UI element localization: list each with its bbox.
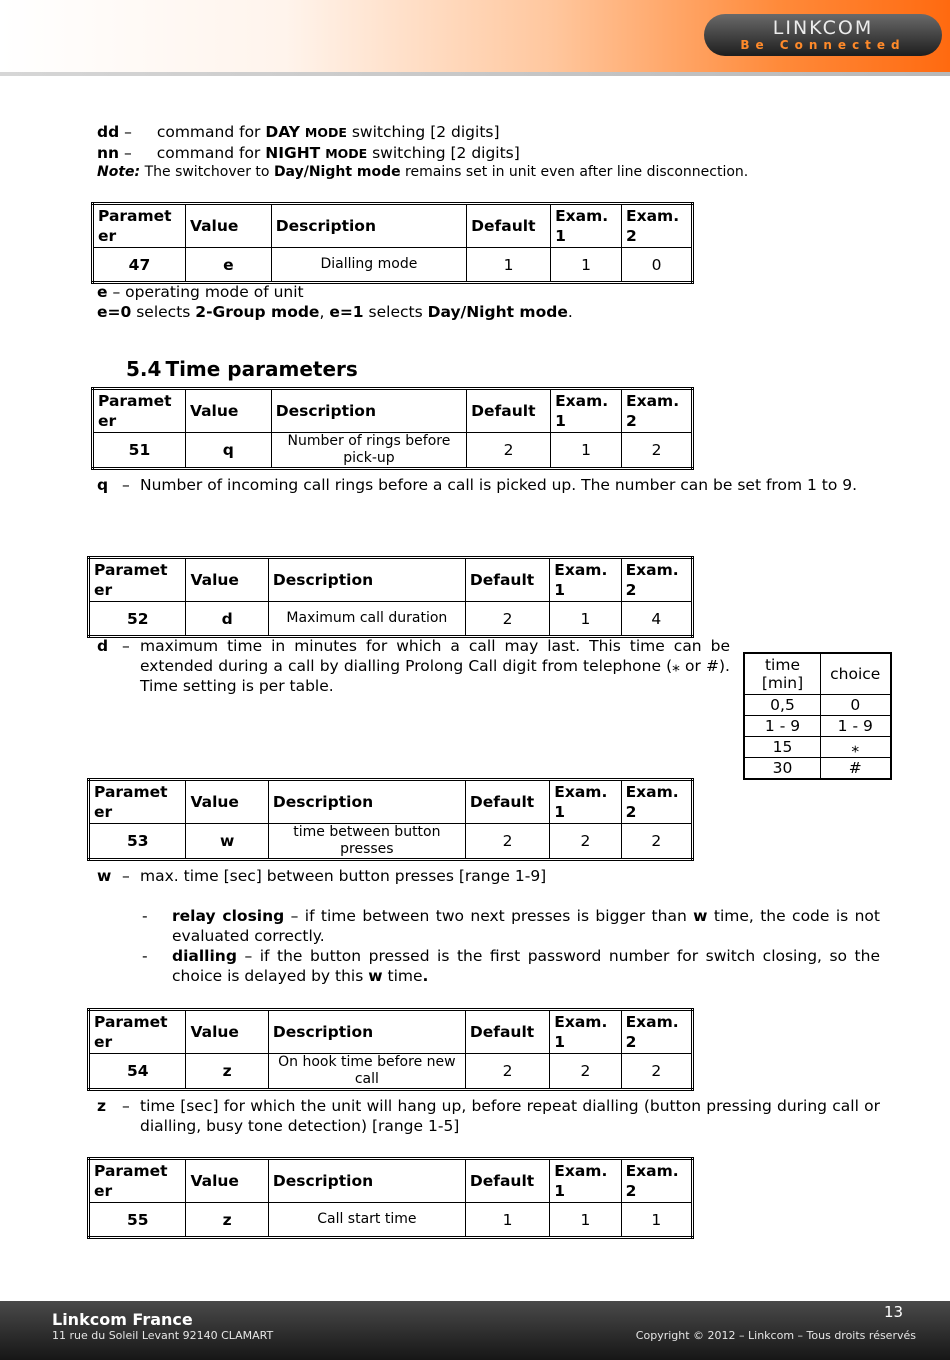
cell-param: 54: [89, 1054, 186, 1090]
dd-text-post: switching [2 digits]: [346, 123, 500, 141]
header-parameter: Paramet er: [89, 1010, 186, 1054]
param51-text: Number of incoming call rings before a call is picked up. The number can be set from 1 to 9.: [140, 476, 858, 494]
cell-description: Dialling mode: [271, 248, 466, 283]
page-number: 13: [884, 1303, 904, 1321]
dd-text-pre: command for: [156, 123, 266, 141]
table-row: [89, 602, 693, 637]
table-row: [93, 433, 693, 469]
header-default: Default: [465, 1010, 549, 1054]
time-choice-table: [743, 652, 892, 780]
cell-value: w: [186, 824, 268, 860]
header-exam2: Exam. 2: [622, 204, 693, 248]
cell-description: time between button presses: [268, 824, 465, 860]
param52-key: d: [97, 637, 109, 655]
header-parameter: Paramet er: [93, 389, 186, 433]
param-table-51: [91, 387, 694, 470]
header-default: Default: [465, 1159, 549, 1203]
cell-description: Maximum call duration: [268, 602, 465, 637]
header-description: Description: [268, 1010, 465, 1054]
cell-param: 55: [89, 1203, 186, 1238]
cell-description: Call start time: [268, 1203, 465, 1238]
bullet1-mark: -: [142, 907, 148, 925]
page-footer: [0, 1301, 950, 1360]
cell-description: On hook time before new call: [268, 1054, 465, 1090]
cell-description: Number of rings before pick-up: [271, 433, 466, 469]
nn-dash: –: [124, 144, 132, 162]
header-description: Description: [268, 780, 465, 824]
cell-value: d: [186, 602, 268, 637]
footer-company: Linkcom France: [52, 1310, 193, 1329]
header-exam2: Exam. 2: [621, 780, 692, 824]
header-parameter: Paramet er: [89, 780, 186, 824]
param52-text: maximum time in minutes for which a call may last. This time can be extended during a call by dialling Prolong Call digit from telephone (⁎ or #). Time setting is per table.: [140, 637, 730, 695]
header-default: Default: [467, 389, 551, 433]
header-exam1: Exam. 1: [551, 204, 622, 248]
header-parameter: Paramet er: [93, 204, 186, 248]
header-value: Value: [185, 389, 271, 433]
cell-exam2: 2: [621, 824, 692, 860]
dd-line: [97, 122, 500, 143]
param47-note1: e – operating mode of unit: [97, 283, 304, 301]
dd-key: dd: [97, 123, 120, 141]
header-exam1: Exam. 1: [550, 780, 621, 824]
param54-dash: –: [122, 1097, 130, 1115]
table-row: 30 #: [744, 758, 891, 780]
table-row: [89, 1054, 693, 1090]
cell-value: z: [186, 1054, 268, 1090]
section-number: 5.4: [126, 357, 162, 381]
cell-default: 1: [465, 1203, 549, 1238]
nn-key: nn: [97, 144, 120, 162]
header-value: Value: [186, 780, 268, 824]
dd-dash: –: [124, 123, 132, 141]
dd-mode-word: DAY: [265, 123, 300, 141]
table-row: [89, 824, 693, 860]
param51-dash: –: [122, 476, 130, 494]
logo-text: LINKCOM: [772, 17, 874, 39]
cell-default: 2: [465, 602, 549, 637]
param-table-53: [87, 778, 694, 861]
section-heading: [126, 357, 358, 381]
header-parameter: Paramet er: [89, 1159, 186, 1203]
cell-exam1: 1: [551, 248, 622, 283]
cell-param: 51: [93, 433, 186, 469]
cell-exam2: 0: [622, 248, 693, 283]
param-table-52: [87, 556, 694, 638]
choice-header: choice: [821, 653, 891, 695]
cell-exam2: 2: [622, 433, 693, 469]
param47-note2: e=0 selects 2-Group mode, e=1 selects Day/Night mode.: [97, 303, 573, 321]
cell-default: 2: [465, 1054, 549, 1090]
param-table-47: [91, 202, 694, 284]
header-value: Value: [186, 558, 268, 602]
header-description: Description: [268, 558, 465, 602]
header-exam2: Exam. 2: [621, 558, 692, 602]
cell-exam2: 1: [621, 1203, 692, 1238]
header-divider: [0, 72, 950, 76]
bullet2-text: dialling – if the button pressed is the first password number for switch closing, so the choice is delayed by this w time.: [172, 947, 880, 985]
param51-key: q: [97, 476, 109, 494]
nn-mode-word: NIGHT: [265, 144, 321, 162]
header-default: Default: [465, 780, 549, 824]
param-table-54: [87, 1008, 694, 1091]
time-header: time [min]: [744, 653, 821, 695]
cell-exam2: 2: [621, 1054, 692, 1090]
linkcom-logo: [704, 14, 942, 56]
bullet1-text: relay closing – if time between two next presses is bigger than w time, the code is not evaluated correctly.: [172, 907, 880, 945]
note-label: Note:: [97, 164, 141, 180]
dd-mode-sc: MODE: [304, 125, 347, 140]
cell-param: 52: [89, 602, 186, 637]
cell-default: 2: [467, 433, 551, 469]
header-default: Default: [467, 204, 551, 248]
note-line: [97, 162, 748, 182]
nn-text-pre: command for: [156, 144, 266, 162]
cell-param: 53: [89, 824, 186, 860]
cell-default: 2: [465, 824, 549, 860]
table-row: [93, 248, 693, 283]
table-row: 0,5 0: [744, 695, 891, 716]
footer-address: 11 rue du Soleil Levant 92140 CLAMART: [52, 1329, 274, 1342]
header-exam2: Exam. 2: [622, 389, 693, 433]
header-value: Value: [186, 1010, 268, 1054]
note-bold: Day/Night mode: [273, 164, 401, 180]
nn-mode-sc: MODE: [325, 146, 368, 161]
param-table-55: [87, 1157, 694, 1239]
cell-default: 1: [467, 248, 551, 283]
param54-key: z: [97, 1097, 107, 1115]
header-exam1: Exam. 1: [551, 389, 622, 433]
header-default: Default: [465, 558, 549, 602]
section-title: Time parameters: [165, 357, 358, 381]
header-description: Description: [268, 1159, 465, 1203]
nn-line: [97, 143, 520, 164]
header-description: Description: [271, 389, 466, 433]
header-value: Value: [185, 204, 271, 248]
header-parameter: Paramet er: [89, 558, 186, 602]
cell-exam1: 2: [550, 824, 621, 860]
note-post: remains set in unit even after line disconnection.: [400, 164, 749, 180]
header-exam1: Exam. 1: [550, 1159, 621, 1203]
cell-exam1: 1: [550, 602, 621, 637]
cell-exam1: 2: [550, 1054, 621, 1090]
table-row: 15 ⁎: [744, 737, 891, 758]
nn-text-post: switching [2 digits]: [367, 144, 520, 162]
cell-value: z: [186, 1203, 268, 1238]
logo-tagline: Be Connected: [740, 38, 906, 52]
header-exam2: Exam. 2: [621, 1010, 692, 1054]
param54-text: time [sec] for which the unit will hang up, before repeat dialling (button pressing during call or dialling, busy tone detection) [range 1-5]: [140, 1097, 880, 1135]
param52-dash: –: [122, 637, 130, 655]
cell-value: e: [185, 248, 271, 283]
cell-exam1: 1: [550, 1203, 621, 1238]
param53-text: max. time [sec] between button presses [range 1-9]: [140, 867, 547, 885]
footer-copyright: Copyright © 2012 – Linkcom – Tous droits réservés: [635, 1329, 916, 1342]
bullet2-mark: -: [142, 947, 148, 965]
param53-key: w: [97, 867, 112, 885]
cell-value: q: [185, 433, 271, 469]
header-value: Value: [186, 1159, 268, 1203]
header-description: Description: [271, 204, 466, 248]
header-exam2: Exam. 2: [621, 1159, 692, 1203]
header-exam1: Exam. 1: [550, 1010, 621, 1054]
note-pre: The switchover to: [140, 164, 274, 180]
param53-dash: –: [122, 867, 130, 885]
cell-exam1: 1: [551, 433, 622, 469]
cell-param: 47: [93, 248, 186, 283]
header-exam1: Exam. 1: [550, 558, 621, 602]
cell-exam2: 4: [621, 602, 692, 637]
table-row: [89, 1203, 693, 1238]
table-row: 1 - 9 1 - 9: [744, 716, 891, 737]
